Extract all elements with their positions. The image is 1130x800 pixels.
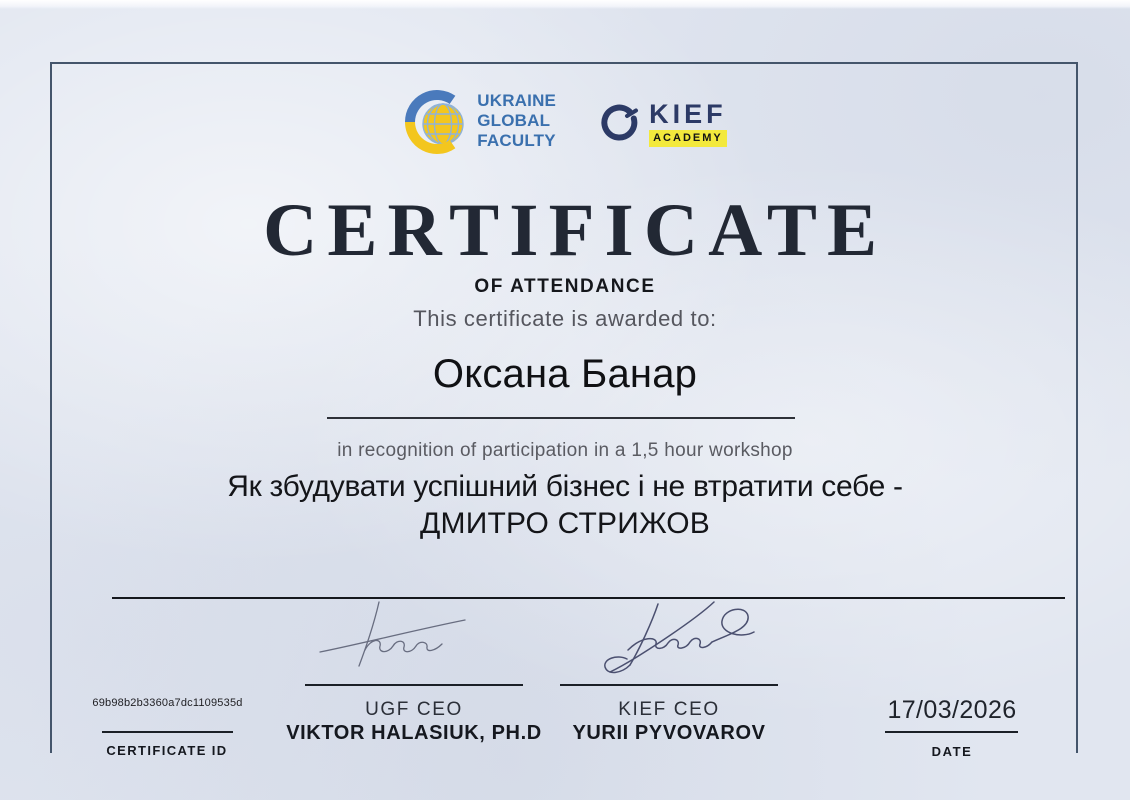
kief-ceo-name: YURII PYVOVAROV <box>572 722 766 744</box>
kief-ceo-role: KIEF CEO <box>618 699 720 720</box>
recipient-name: Оксана Банар <box>432 352 698 396</box>
certificate-id-line <box>102 731 233 733</box>
page-top-edge <box>0 0 1130 9</box>
date-label: DATE <box>931 744 973 759</box>
certificate-id-value: 69b98b2b3360a7dc1109535d <box>92 697 243 709</box>
ugf-ceo-name: VIKTOR HALASIUK, PH.D <box>286 722 542 744</box>
certificate-subtitle: OF ATTENDANCE <box>474 276 656 297</box>
footer-divider-line <box>112 597 1065 599</box>
workshop-title-line1: Як збудувати успішний бізнес і не втратити себе - <box>227 470 903 503</box>
kief-ceo-signature-line <box>560 684 778 686</box>
ugf-ceo-signature-line <box>305 684 523 686</box>
ugf-ceo-signature <box>315 600 485 670</box>
date-value: 17/03/2026 <box>887 696 1017 724</box>
ugf-logo <box>403 86 556 156</box>
logo-row <box>0 86 1130 156</box>
ugf-text-line1: UKRAINE <box>477 90 557 110</box>
recipient-name-underline <box>327 417 795 419</box>
kief-ceo-signature <box>600 592 760 677</box>
date-line <box>885 731 1018 733</box>
certificate-border-frame <box>50 62 1078 753</box>
awarded-to-text: This certificate is awarded to: <box>413 306 717 331</box>
certificate-title: CERTIFICATE <box>263 189 888 272</box>
kief-logo <box>598 101 727 146</box>
ugf-ceo-role: UGF CEO <box>365 699 463 720</box>
kief-brand-text: KIEF <box>649 99 727 130</box>
ugf-logo-text <box>477 91 556 151</box>
ugf-globe-icon <box>403 86 467 156</box>
kief-academy-badge: ACADEMY <box>649 130 727 146</box>
kief-circle-arrow-icon <box>598 103 640 145</box>
workshop-title-line2: ДМИТРО СТРИЖОВ <box>420 507 710 540</box>
recognition-text: in recognition of participation in a 1,5 hour workshop <box>337 440 793 461</box>
ugf-text-line2: GLOBAL <box>477 110 551 130</box>
kief-logo-text <box>649 101 727 146</box>
ugf-text-line3: FACULTY <box>477 131 556 151</box>
certificate-id-label: CERTIFICATE ID <box>106 743 228 758</box>
